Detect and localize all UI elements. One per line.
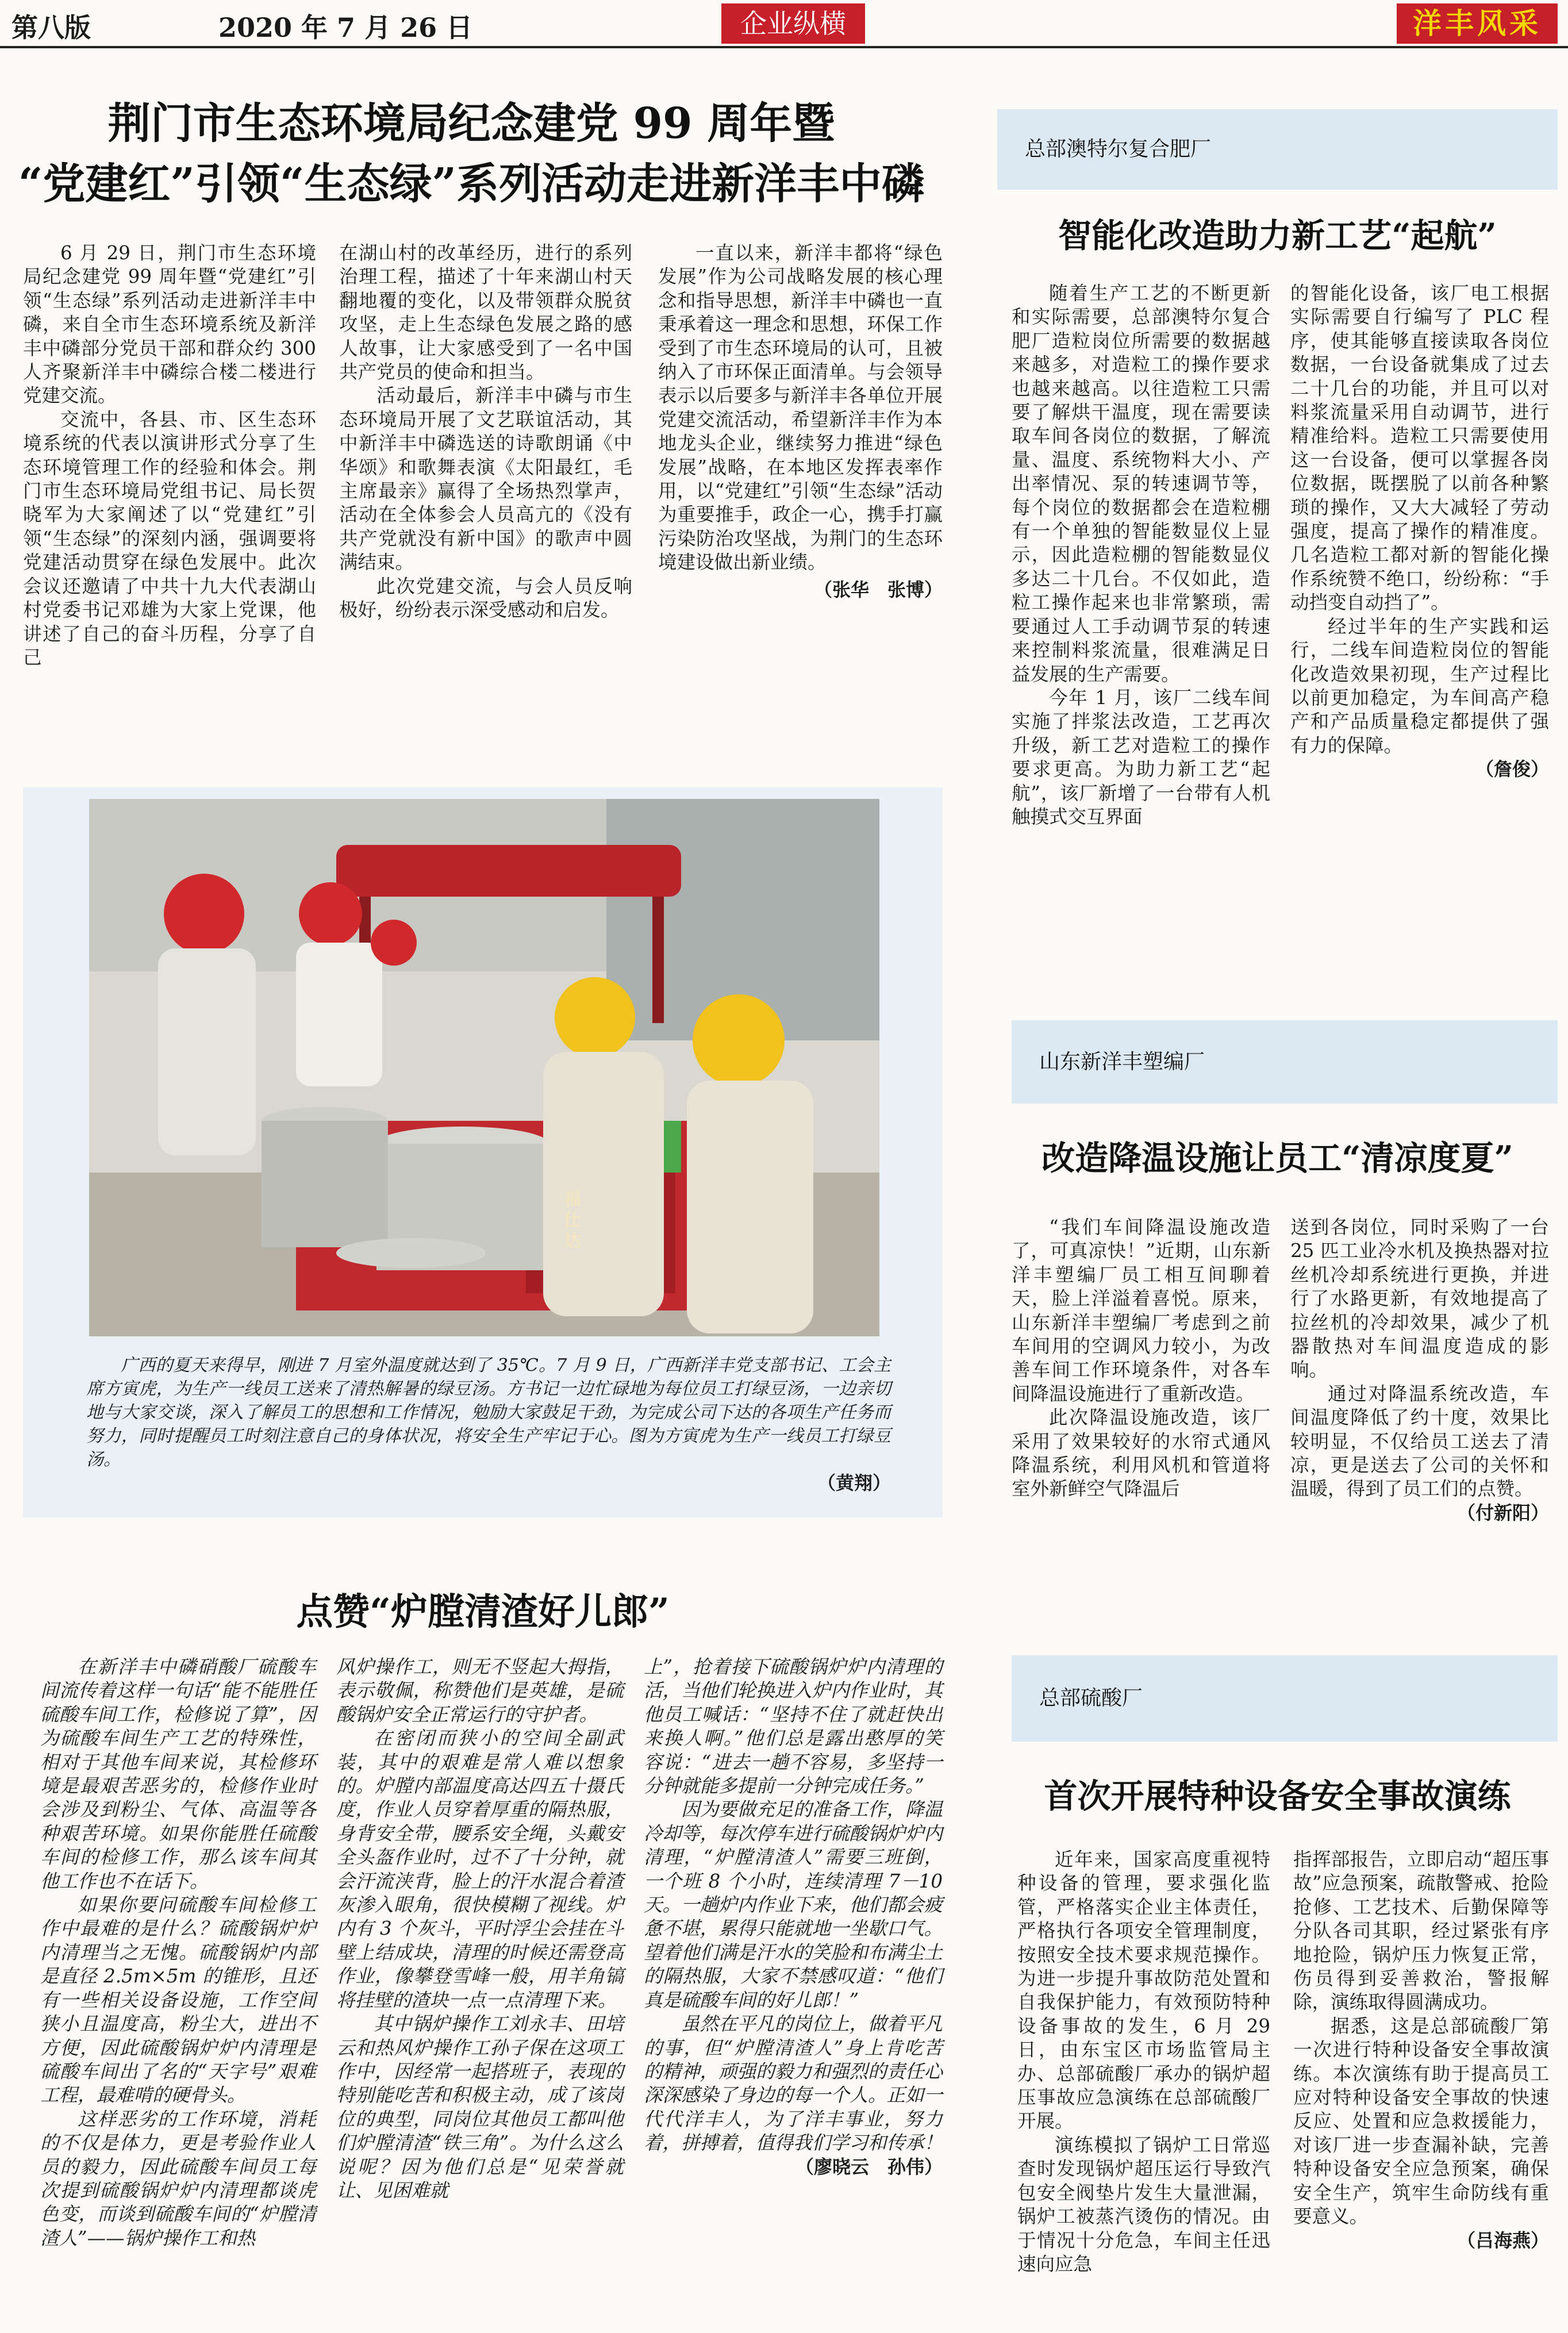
article5-byline: （吕海燕） — [1456, 2229, 1549, 2251]
article1-column-2 — [339, 241, 632, 622]
photo-caption — [86, 1354, 891, 1495]
paragraph: 演练模拟了锅炉工日常巡查时发现锅炉超压运行导致汽包安全阀垫片发生大量泄漏，锅炉工被蒸汽烫伤的情况。由于情况十分危急，车间主任迅速向应急 — [1017, 2134, 1270, 2275]
paragraph: 其中锅炉操作工刘永丰、田培云和热风炉操作工孙子保在这项工作中，因经常一起搭班子，表现的特别能吃苦和积极主动，成了该岗位的典型，同岗位其他员工都叫他们炉膛清渣“铁三角”。为什么这么说呢？因为他们总是“见荣誉就让、见困难就 — [336, 2013, 624, 2201]
paragraph: 在新洋丰中磷硝酸厂硫酸车间流传着这样一句话“能不能胜任硫酸车间工作，检修说了算”，因为硫酸车间生产工艺的特殊性，相对于其他车间来说，其检修环境是最艰苦恶劣的，检修作业时会涉及到粉尘、气体、高温等各种艰苦环境。如果你能胜任硫酸车间的检修工作，那么该车间其他工作也不在话下。 — [40, 1656, 316, 1892]
article2-byline: （廖晓云 孙伟） — [795, 2155, 943, 2178]
photo-illustration — [89, 799, 879, 1336]
paragraph: 虽然在平凡的岗位上，做着平凡的事，但“炉膛清渣人”身上肯吃苦的精神，顽强的毅力和强烈的责任心深深感染了身边的每一个人。正如一代代洋丰人，为了洋丰事业，努力着，拼搏着，值得我们学习和传承！ — [644, 2013, 943, 2154]
masthead-rule — [0, 46, 1568, 48]
paragraph: 今年 1 月，该厂二线车间实施了拌浆法改造，工艺再次升级，新工艺对造粒工的操作要求更高。为助力新工艺“起航”，该厂新增了一台带有人机触摸式交互界面 — [1012, 686, 1270, 828]
paragraph: 的智能化设备，该厂电工根据实际需要自行编写了 PLC 程序，使其能够直接读取各岗位数据，一台设备就集成了过去二十几台的功能，并且可以对料浆流量采用自动调节，进行精准给料。造粒工只需要使用这一台设备，便可以掌握各岗位数据，既摆脱了以前各种繁琐的操作，又大大减轻了劳动强度，提高了操作的精准度。几名造粒工都对新的智能化操作系统赞不绝口，纷纷称：“手动挡变自动挡了”。 — [1290, 282, 1549, 614]
paragraph: 6 月 29 日，荆门市生态环境局纪念建党 99 周年暨“党建红”引领“生态绿”系列活动走进新洋丰中磷，来自全市生态环境系统及新洋丰中磷部分党员干部和群众约 300 人齐聚新洋丰中磷综合楼二楼进行党建交流。 — [23, 242, 316, 407]
article4-column-1 — [1012, 1216, 1270, 1501]
paragraph: 活动最后，新洋丰中磷与市生态环境局开展了文艺联谊活动，其中新洋丰中磷选送的诗歌朗诵《中华颂》和歌舞表演《太阳最红，毛主席最亲》赢得了全场热烈掌声，活动在全体参会人员高亢的《没有共产党就没有新中国》的歌声中圆满结束。 — [339, 385, 632, 574]
paragraph: 这样恶劣的工作环境，消耗的不仅是体力，更是考验作业人员的毅力，因此硫酸车间员工每次提到硫酸锅炉炉内清理都谈虎色变，而谈到硫酸车间的“炉膛清渣人”——锅炉操作工和热 — [40, 2108, 316, 2249]
issue-date: 2020 年 7 月 26 日 — [218, 12, 473, 43]
article3-column-1 — [1012, 282, 1270, 829]
article1-title-line1: 荆门市生态环境局纪念建党 99 周年暨 — [107, 99, 835, 148]
article4-column-2 — [1290, 1216, 1549, 1525]
article1-byline: （张华 张博） — [813, 578, 943, 601]
news-photo — [89, 799, 879, 1336]
paragraph: 在湖山村的改革经历，进行的系列治理工程，描述了十年来湖山村天翻地覆的变化，以及带领群众脱贫攻坚，走上生态绿色发展之路的感人故事，让大家感受到了一名中国共产党员的使命和担当。 — [339, 242, 632, 383]
article3-unit-bar: 总部澳特尔复合肥厂 — [997, 109, 1558, 190]
article3-title: 智能化改造助力新工艺“起航” — [1058, 216, 1497, 255]
paragraph: 一直以来，新洋丰都将“绿色发展”作为公司战略发展的核心理念和指导思想，新洋丰中磷也一直秉承着这一理念和思想，环保工作受到了市生态环境局的认可，且被纳入了市环保正面清单。与会领导表示以后要多与新洋丰各单位开展党建交流活动，希望新洋丰作为本地龙头企业，继续努力推进“绿色发展”战略，在本地区发挥表率作用，以“党建红”引领“生态绿”活动为重要推手，政企一心，携手打赢污染防治攻坚战，为荆门的生态环境建设做出新业绩。 — [658, 242, 943, 574]
cart-label: 福仕达 — [560, 1190, 581, 1252]
article4-unit-bar: 山东新洋丰塑编厂 — [1012, 1020, 1558, 1104]
paragraph: 此次党建交流，与会人员反响极好，纷纷表示深受感动和启发。 — [339, 575, 632, 621]
paragraph: 近年来，国家高度重视特种设备的管理，要求强化监管，严格落实企业主体责任，严格执行各项安全管理制度，按照安全技术要求规范操作。为进一步提升事故防范处置和自我保护能力，有效预防特种设备事故的发生，6 月 29 日，由东宝区市场监管局主办、总部硫酸厂承办的锅炉超压事故应急演练在总部硫酸厂开展。 — [1017, 1848, 1270, 2132]
article5-column-2 — [1293, 1848, 1549, 2253]
paragraph: “我们车间降温设施改造了，可真凉快！”近期，山东新洋丰塑编厂员工相互间聊着天，脸上洋溢着喜悦。原来，山东新洋丰塑编厂考虑到之前车间用的空调风力较小，为改善车间工作环境条件，对各车间降温设施进行了重新改造。 — [1012, 1216, 1270, 1405]
masthead — [0, 0, 1568, 47]
paragraph: 指挥部报告，立即启动“超压事故”应急预案，疏散警戒、抢险抢修、工艺技术、后勤保障等分队各司其职，经过紧张有序地抢险，锅炉压力恢复正常，伤员得到妥善救治，警报解除，演练取得圆满成功。 — [1293, 1848, 1549, 2013]
article2-column-3 — [644, 1655, 943, 2179]
brand-logo: 洋丰风采 — [1397, 3, 1558, 44]
paragraph: 因为要做充足的准备工作，降温冷却等，每次停车进行硫酸锅炉炉内清理，“炉膛清渣人”需要三班倒，一个班 8 个小时，连续清理 7－10 天。一趟炉内作业下来，他们都会疲惫不堪，累得只能就地一坐歇口气。望着他们满是汗水的笑脸和布满尘土的隔热服，大家不禁感叹道：“他们真是硫酸车间的好儿郎！” — [644, 1798, 943, 2011]
article5-title: 首次开展特种设备安全事故演练 — [1044, 1777, 1511, 1816]
paragraph: 如果你要问硫酸车间检修工作中最难的是什么？硫酸锅炉炉内清理当之无愧。硫酸锅炉内部是直径 2.5m×5m 的锥形，且还有一些相关设备设施，工作空间狭小且温度高，粉尘大，进出不方便，因此硫酸锅炉炉内清理是硫酸车间出了名的“天字号”艰难工程，最难啃的硬骨头。 — [40, 1894, 316, 2107]
article4-title: 改造降温设施让员工“清凉度夏” — [1042, 1139, 1513, 1178]
paragraph: 通过对降温系统改造，车间温度降低了约十度，效果比较明显，不仅给员工送去了清凉，更是送去了公司的关怀和温暖，得到了员工们的点赞。 — [1290, 1382, 1549, 1500]
paragraph: 经过半年的生产实践和运行，二线车间造粒岗位的智能化改造效果初现，生产过程比以前更加稳定，为车间高产稳产和产品质量稳定都提供了强有力的保障。 — [1290, 615, 1549, 756]
article1-title-line2: “党建红”引领“生态绿”系列活动走进新洋丰中磷 — [18, 159, 925, 209]
article5-column-1 — [1017, 1848, 1270, 2276]
paragraph: 随着生产工艺的不断更新和实际需要，总部澳特尔复合肥厂造粒岗位所需要的数据越来越多，对造粒工的操作要求也越来越高。以往造粒工只需要了解烘干温度，现在需要读取车间各岗位的数据，了解流量、温度、系统物料大小、产出率情况、泵的转速调节等，每个岗位的数据都会在造粒棚有一个单独的智能数显仪上显示，因此造粒棚的智能数显仪多达二十几台。不仅如此，造粒工操作起来也非常繁琐，需要通过人工手动调节泵的转速来控制料浆流量，很难满足日益发展的生产需要。 — [1012, 282, 1270, 685]
photo-caption-text: 广西的夏天来得早，刚进 7 月室外温度就达到了 35℃。7 月 9 日，广西新洋丰党支部书记、工会主席方寅虎，为生产一线员工送来了清热解暑的绿豆汤。方书记一边忙碌地为每位员工打绿豆汤，一边亲切地与大家交谈，深入了解员工的思想和工作情况，勉励大家鼓足干劲，为完成公司下达的各项生产任务而努力，同时提醒员工时刻注意自己的身体状况，将安全生产牢记于心。图为方寅虎为生产一线员工打绿豆汤。 — [86, 1355, 891, 1470]
paragraph: 风炉操作工，则无不竖起大拇指，表示敬佩，称赞他们是英雄，是硫酸锅炉安全正常运行的守护者。 — [336, 1656, 624, 1725]
article2-title: 点赞“炉膛清渣好儿郎” — [296, 1590, 670, 1634]
photo-panel — [23, 787, 943, 1517]
paragraph: 送到各岗位，同时采购了一台 25 匹工业冷水机及换热器对拉丝机冷却系统进行更换，并进行了水路更新，有效地提高了拉丝机的冷却效果，减少了机器散热对车间温度造成的影响。 — [1290, 1216, 1549, 1381]
article2-column-2 — [336, 1655, 624, 2203]
paragraph: 在密闭而狭小的空间全副武装，其中的艰难是常人难以想象的。炉膛内部温度高达四五十摄氏度，作业人员穿着厚重的隔热服，身背安全带，腰系安全绳，头戴安全头盔作业时，过不了十分钟，就会汗流浃背，脸上的汗水混合着渣灰渗入眼角，很快模糊了视线。炉内有 3 个灰斗，平时浮尘会挂在斗壁上结成块，清理的时候还需登高作业，像攀登雪峰一般，用羊角镐将挂壁的渣块一点一点清理下来。 — [336, 1727, 624, 2011]
photo-byline: （黄翔） — [817, 1472, 891, 1494]
paragraph: 上”，抢着接下硫酸锅炉炉内清理的活，当他们轮换进入炉内作业时，其他员工喊话：“坚持不住了就赶快出来换人啊。”他们总是露出憨厚的笑容说：“进去一趟不容易，多坚持一分钟就能多提前一分钟完成任务。” — [644, 1656, 943, 1797]
article3-byline: （詹俊） — [1475, 758, 1549, 781]
paragraph: 此次降温设施改造，该厂采用了效果较好的水帘式通风降温系统，利用风机和管道将室外新鲜空气降温后 — [1012, 1406, 1270, 1500]
paragraph: 交流中，各县、市、区生态环境系统的代表以演讲形式分享了生态环境管理工作的经验和体会。荆门市生态环境局党组书记、局长贺晓军为大家阐述了以“党建红”引领“生态绿”的深刻内涵，强调要将党建活动贯穿在绿色发展中。此次会议还邀请了中共十九大代表湖山村党委书记邓雄为大家上党课，他讲述了自己的奋斗历程，分享了自己 — [23, 408, 316, 668]
article4-byline: （付新阳） — [1456, 1501, 1549, 1524]
article5-unit-bar: 总部硫酸厂 — [1012, 1655, 1558, 1742]
article1-column-1 — [23, 241, 316, 670]
paragraph: 据悉，这是总部硫酸厂第一次进行特种设备安全事故演练。本次演练有助于提高员工应对特种设备安全事故的快速反应、处置和应急救援能力，对该厂进一步查漏补缺，完善特种设备安全应急预案，确保安全生产，筑牢生命防线有重要意义。 — [1293, 2015, 1549, 2228]
page-version: 第八版 — [11, 12, 91, 43]
article3-column-2 — [1290, 282, 1549, 782]
section-badge: 企业纵横 — [721, 3, 865, 44]
article1-column-3 — [658, 241, 943, 602]
article2-column-1 — [40, 1655, 316, 2250]
